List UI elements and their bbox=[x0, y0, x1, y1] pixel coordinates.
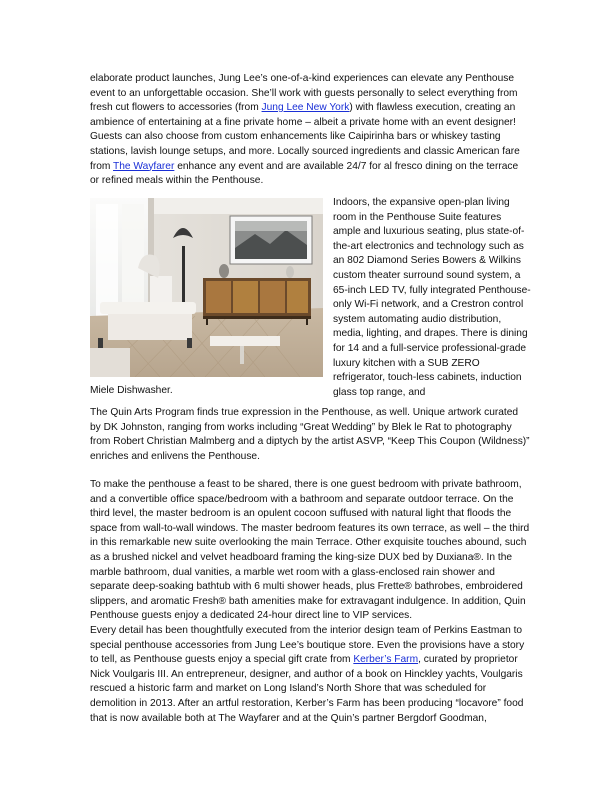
paragraph-event-services bbox=[90, 72, 530, 189]
kerbers-farm-link[interactable]: Kerber’s Farm bbox=[353, 654, 419, 666]
paragraph-living-room: Indoors, the expansive open-plan living room in the Penthouse Suite features ample and luxurious seating, plus state-of-the-art electronics and technology such as an 802 Diamond Series Bowers & Wilkins custom theater surround sound system, a 65-inch LED TV, fully integrated Penthouse-only Wi-Fi network, and a Crestron control system automating audio distribution, media, lighting, and drapes. There is dining for 14 and a full-service professional-grade luxury kitchen with a SUB ZERO refrigerator, touch-less cabinets, induction glass top range, and bbox=[333, 197, 531, 398]
living-room-illustration bbox=[90, 198, 323, 377]
paragraph-1-text-b: ) with flawless execution, creating an ambience of entertaining at a fine private home – albeit a private home with an event designer! Guests can also choose from custom enhancements like Caipirinha bars or whiskey tasting stations, lavish lounge setups, and more. Locally sourced ingredients and classic American fare from bbox=[90, 102, 520, 172]
paragraph-bedrooms: To make the penthouse a feast to be shared, there is one guest bedroom with private bathroom, and a convertible office space/bedroom with a bathroom and separate outdoor terrace. On the third level, the master bedroom is an opulent cocoon suffused with natural light that floods the space from wall-to-wall windows. The master bedroom features its own terrace, as well – the third in this remarkable new suite overlooking the main Terrace. Other exquisite touches abound, such as a brushed nickel and velvet headboard framing the king-size DUX bed by Duxiana®. In the marble bathroom, dual vanities, a marble wet room with a glass-enclosed rain shower and separate deep-soaking bathtub with 6 multi shower heads, plus Frette® bathrobes, embroidered slippers, and aromatic Fresh® bath amenities make for extravagant indulgence. In addition, Quin Penthouse guests enjoy a dedicated 24-hour direct line to VIP services. bbox=[90, 479, 530, 622]
paragraph-living-room-tail: Miele Dishwasher. bbox=[90, 385, 173, 396]
paragraph-5-text-b: , curated by proprietor Nick Voulgaris III. An entrepreneur, designer, and author of a book on Hinckley yachts, Voulgaris rescued a historic farm and market on Long Island’s North Shore that was scheduled for demolition in 2013. After an artful restoration, Kerber’s Farm has been producing “locavore” food that is now available both at The Wayfarer and at the Quin’s partner Bergdorf Goodman, bbox=[90, 654, 524, 724]
the-wayfarer-link[interactable]: The Wayfarer bbox=[113, 160, 175, 172]
paragraph-1-text-a: elaborate product launches, Jung Lee’s one-of-a-kind experiences can elevate any Penthouse event to an unforgettable occasion. She’ll work with guests personally to select everything from fresh cut flowers to accessories (from bbox=[90, 73, 518, 114]
jung-lee-new-york-link[interactable]: Jung Lee New York bbox=[261, 102, 350, 114]
paragraph-5-text-a: Every detail has been thoughtfully executed from the interior design team of Perkins Eastman to special penthouse accessories from Jung Lee’s boutique store. Even the provisions have a story to tell, as Penthouse guests enjoy a special gift crate from bbox=[90, 625, 525, 666]
paragraph-arts-program: The Quin Arts Program finds true expression in the Penthouse, as well. Unique artwork curated by DK Johnston, ranging from works including “Great Wedding” by Blek le Rat to photography from Robert Christian Malmberg and a diptych by the artist ASVP, “Keep This Coupon (Wildness)” enriches and enlivens the Penthouse. bbox=[90, 407, 530, 462]
living-room-photo bbox=[90, 198, 323, 377]
paragraph-provisions bbox=[90, 624, 530, 726]
paragraph-1-text-c: enhance any event and are available 24/7 for al fresco dining on the terrace or refined meals within the Penthouse. bbox=[90, 160, 519, 187]
